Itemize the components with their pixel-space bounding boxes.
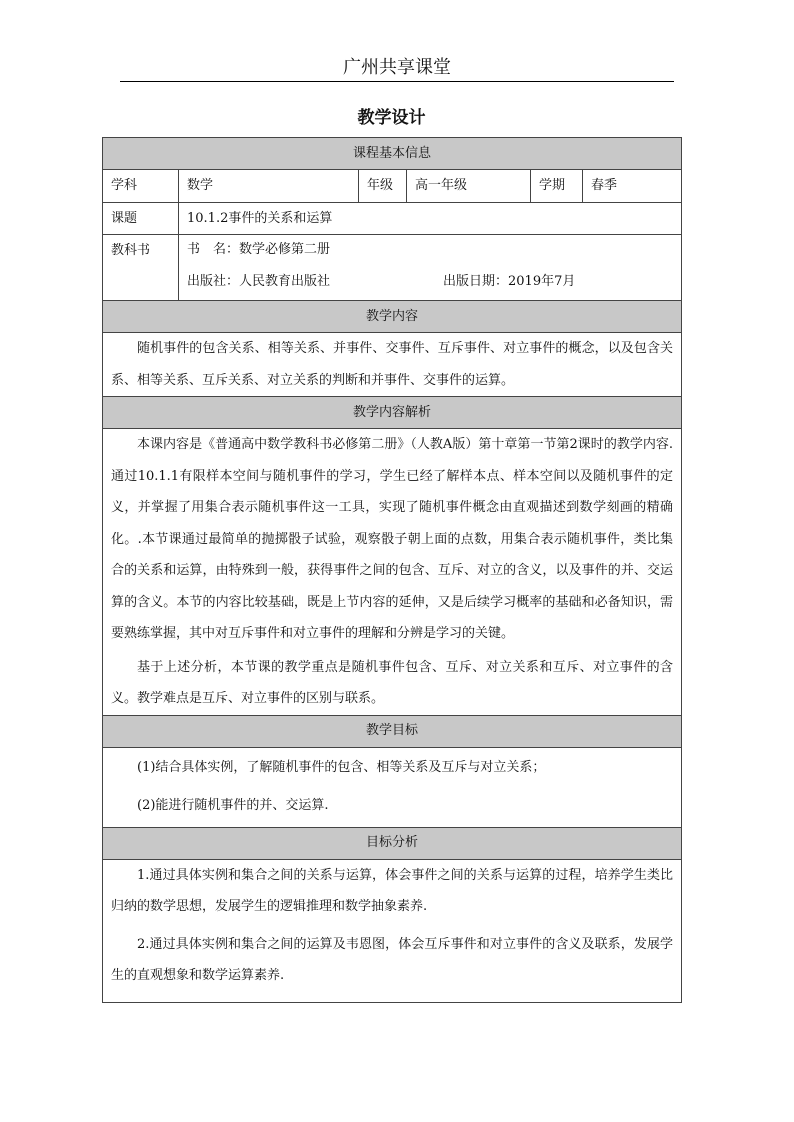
goal-analysis-paragraph-1: 1.通过具体实例和集合之间的关系与运算，体会事件之间的关系与运算的过程，培养学生类比归纳的数学思想，发展学生的逻辑推理和数学抽象素养. [111,867,674,914]
term-value: 春季 [583,170,682,203]
analysis-paragraph-2: 基于上述分析，本节课的教学重点是随机事件包含、互斥、对立关系和互斥、对立事件的含义。教学难点是互斥、对立事件的区别与联系。 [111,659,674,706]
content-cell [103,333,682,397]
publisher-line: 出版社：人民教育出版社 [187,274,331,289]
goal-analysis-row [103,859,682,1002]
analysis-paragraph-1: 本课内容是《普通高中数学教科书必修第二册》（人教A版）第十章第一节第2课时的教学内容. 通过10.1.1有限样本空间与随机事件的学习，学生已经了解样本点、样本空间以及随机事件的定义，并掌握了用集合表示随机事件这一工具，实现了随机事件概念由直观描述到数学刻画的精确化。.本节课通过最简单的抛掷骰子试验，观察骰子朝上面的点数，用集合表示随机事件，类比集合的关系和运算，由特殊到一般，获得事件之间的包含、互斥、对立的含义，以及事件的并、交运算的含义。本节的内容比较基础，既是上节内容的延伸，又是后续学习概率的基础和必备知识，需要熟练掌握，其中对互斥事件和对立事件的理解和分辨是学习的关键。 [111,437,674,641]
analysis-row [103,429,682,716]
lesson-plan-table [102,137,682,1003]
analysis-cell [103,429,682,716]
section-row-goal-analysis [103,827,682,859]
subject-value: 数学 [179,170,359,203]
content-row [103,333,682,397]
goals-row [103,747,682,827]
section-row-analysis [103,397,682,429]
section-header-analysis: 教学内容解析 [103,397,682,429]
content-paragraph: 随机事件的包含关系、相等关系、并事件、交事件、互斥事件、对立事件的概念，以及包含关系、相等关系、互斥关系、对立关系的判断和并事件、交事件的运算。 [111,341,674,388]
textbook-label: 教科书 [103,235,179,301]
subject-row [103,170,682,203]
goals-cell [103,747,682,827]
goal-item-1: (1)结合具体实例，了解随机事件的包含、相等关系及互斥与对立关系； [137,760,546,775]
publisher-line-row [187,265,673,299]
section-header-goal-analysis: 目标分析 [103,827,682,859]
section-header-basic-info: 课程基本信息 [103,138,682,170]
section-header-goals: 教学目标 [103,715,682,747]
document-title: 教学设计 [357,108,426,128]
book-name-line: 书 名：数学必修第二册 [187,242,331,257]
goal-item-2: (2)能进行随机事件的并、交运算. [137,798,329,813]
textbook-details [179,235,682,301]
grade-label: 年级 [359,170,407,203]
section-header-content: 教学内容 [103,301,682,333]
topic-label: 课题 [103,203,179,235]
topic-value: 10.1.2事件的关系和运算 [179,203,682,235]
goal-analysis-paragraph-2: 2.通过具体实例和集合之间的运算及韦恩图，体会互斥事件和对立事件的含义及联系，发展学生的直观想象和数学运算素养. [111,936,674,983]
goal-analysis-cell [103,859,682,1002]
page-header: 广州共享课堂 [343,57,451,78]
section-row-goals [103,715,682,747]
textbook-row [103,235,682,301]
publish-date-line: 出版日期：2019年7月 [443,274,576,289]
term-label: 学期 [531,170,583,203]
topic-row [103,203,682,235]
section-row-basic-info [103,138,682,170]
grade-value: 高一年级 [407,170,531,203]
subject-label: 学科 [103,170,179,203]
section-row-content [103,301,682,333]
header-rule [120,81,674,82]
